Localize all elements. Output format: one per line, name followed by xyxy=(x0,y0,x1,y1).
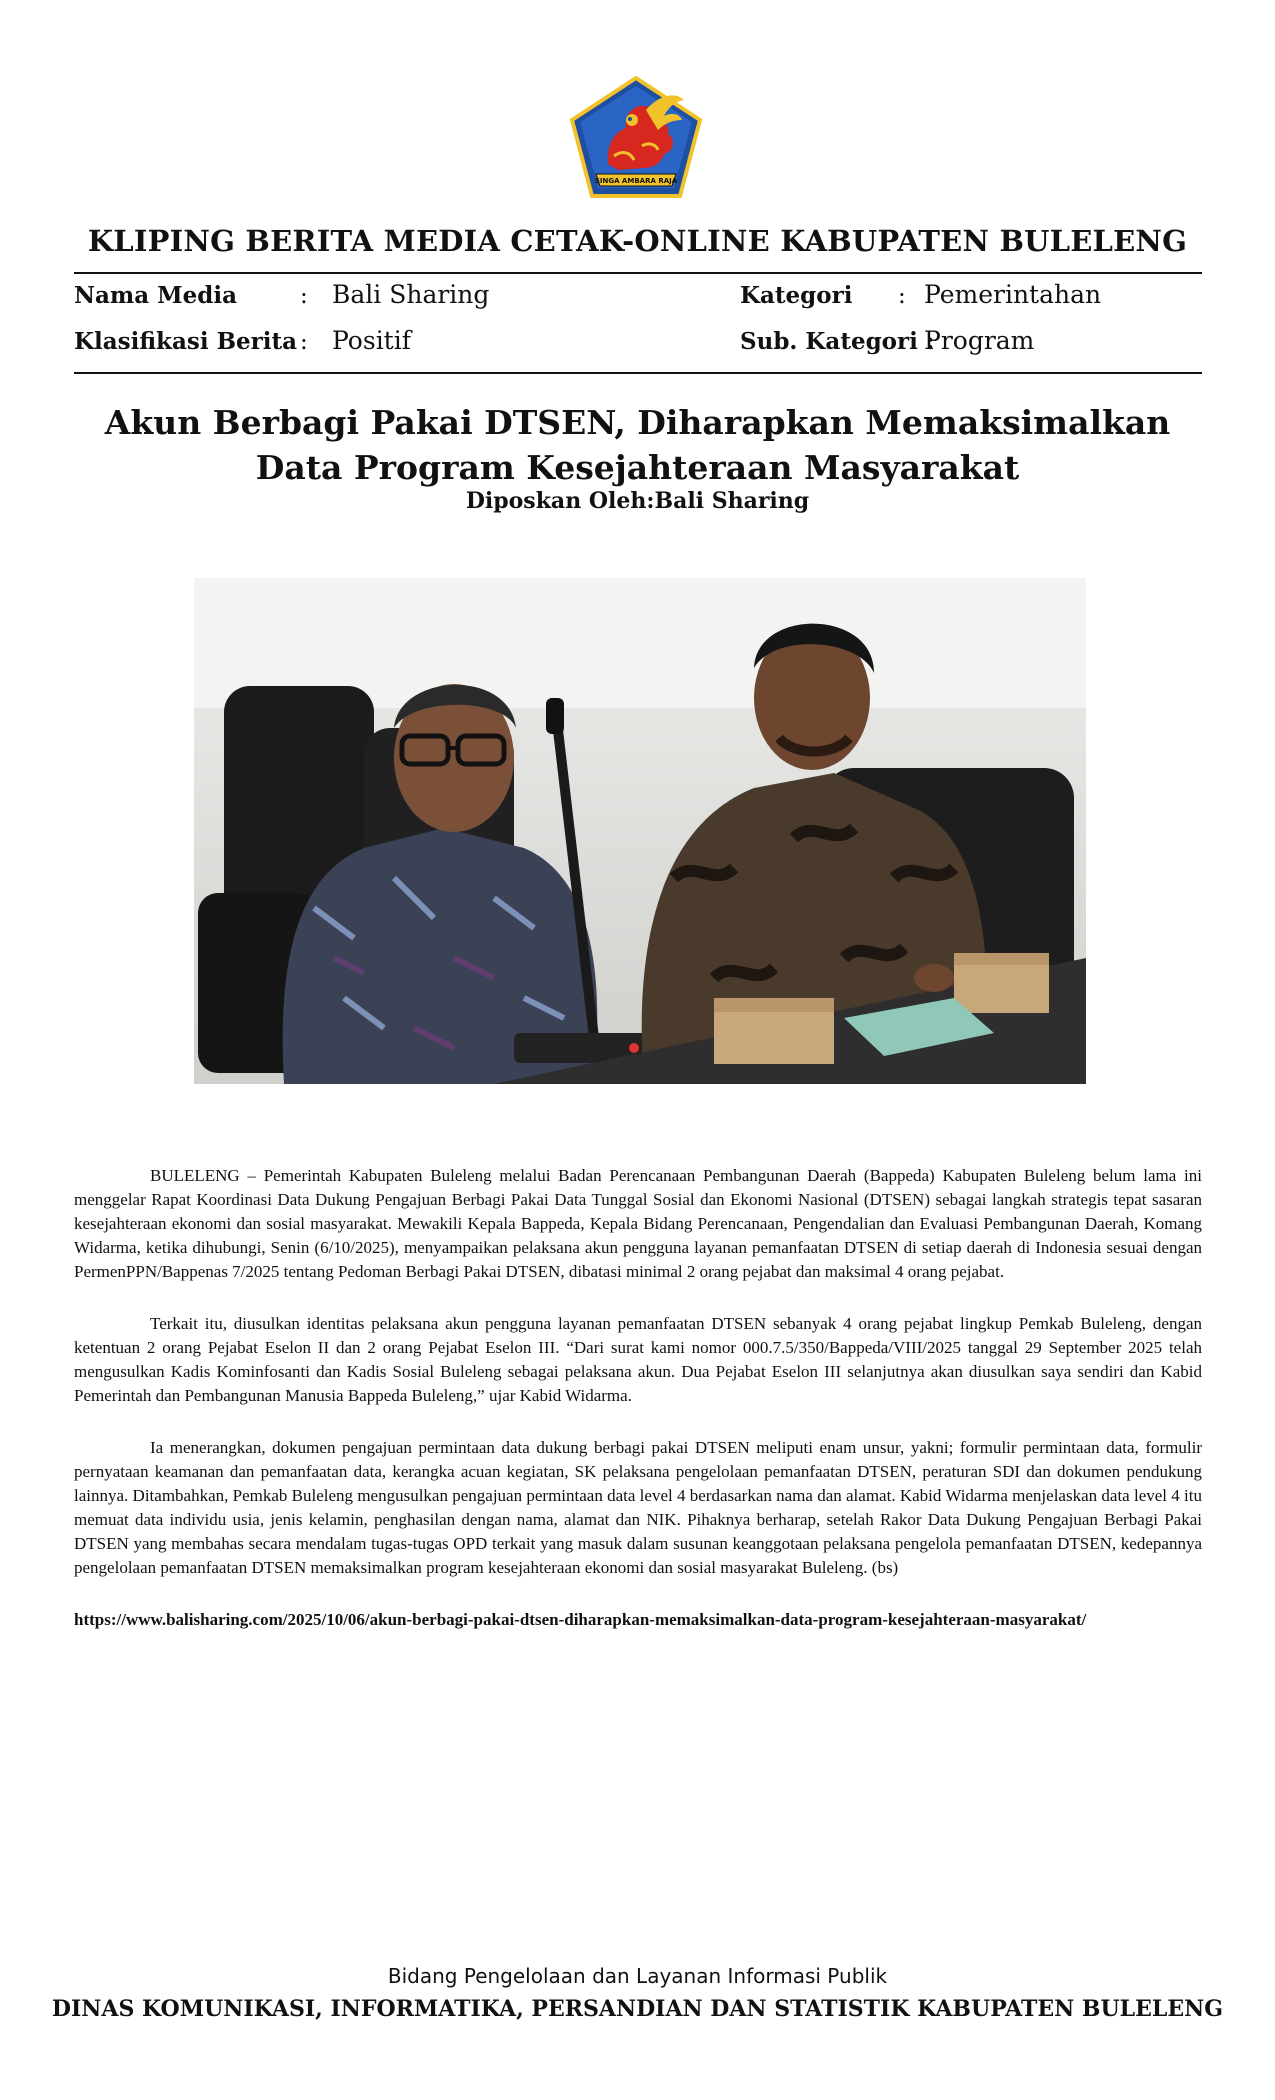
document-title: KLIPING BERITA MEDIA CETAK-ONLINE KABUPATEN BULELENG xyxy=(87,224,1188,258)
nama-media-value: Bali Sharing xyxy=(332,280,490,309)
sub-kategori-value: Program xyxy=(924,326,1035,355)
top-divider xyxy=(74,272,1202,274)
klasifikasi-label: Klasifikasi Berita xyxy=(74,328,298,355)
colon: : xyxy=(898,283,906,309)
article-headline xyxy=(0,400,1275,490)
bottom-divider xyxy=(74,372,1202,374)
article-photo xyxy=(194,578,1086,1084)
article-byline: Diposkan Oleh:Bali Sharing xyxy=(465,488,810,514)
kategori-value: Pemerintahan xyxy=(924,280,1102,309)
footer-department: Bidang Pengelolaan dan Layanan Informasi Publik xyxy=(387,1964,888,1988)
article-paragraph: Ia menerangkan, dokumen pengajuan permintaan data dukung berbagi pakai DTSEN meliputi enam unsur, yakni; formulir permintaan data, formulir pernyataan keamanan dan pemanfaatan data, kerangka acuan kegiatan, SK pelaksana pengelolaan pemanfaatan DTSEN, peraturan SDI dan dokumen pendukung lainnya. Ditambahkan, Pemkab Buleleng mengusulkan pengajuan permintaan data level 4 berdasarkan nama dan alamat. Kabid Widarma menjelaskan data level 4 itu memuat data individu usia, jenis kelamin, penghasilan dengan nama, alamat dan NIK. Pihaknya berharap, setelah Rakor Data Dukung Pengajuan Berbagi Pakai DTSEN yang membahas secara mendalam tugas-tugas OPD terkait yang masuk dalam susunan keanggotaan pelaksana pengelola pemanfaatan DTSEN, kedepannya pengelolaan pemanfaatan DTSEN memaksimalkan program kesejahteraan ekonomi dan sosial masyarakat Buleleng. (bs) xyxy=(74,1438,1202,1577)
article-body xyxy=(74,1164,1202,1660)
logo-banner-text: SINGA AMBARA RAJA xyxy=(594,177,678,185)
headline-line-1: Akun Berbagi Pakai DTSEN, Diharapkan Memaksimalkan xyxy=(104,403,1171,442)
colon: : xyxy=(300,283,308,309)
article-paragraph: BULELENG – Pemerintah Kabupaten Buleleng melalui Badan Perencanaan Pembangunan Daerah (Bappeda) Kabupaten Buleleng belum lama ini menggelar Rapat Koordinasi Data Dukung Pengajuan Berbagi Pakai Data Tunggal Sosial dan Ekonomi Nasional (DTSEN) sebagai langkah strategis tepat sasaran kesejahteraan ekonomi dan sosial masyarakat. Mewakili Kepala Bappeda, Kepala Bidang Perencanaan, Pengendalian dan Evaluasi Pembangunan Daerah, Komang Widarma, ketika dihubungi, Senin (6/10/2025), menyampaikan pelaksana akun pengguna layanan pemanfaatan DTSEN di setiap daerah di Indonesia sesuai dengan PermenPPN/Bappenas 7/2025 tentang Pedoman Berbagi Pakai DTSEN, dibatasi minimal 2 orang pejabat dan maksimal 4 orang pejabat. xyxy=(74,1166,1202,1281)
headline-line-2: Data Program Kesejahteraan Masyarakat xyxy=(255,448,1020,487)
kabupaten-buleleng-logo xyxy=(568,76,704,200)
klasifikasi-value: Positif xyxy=(332,326,411,355)
kategori-label: Kategori xyxy=(740,282,853,309)
nama-media-label: Nama Media xyxy=(74,282,237,309)
footer-agency: DINAS KOMUNIKASI, INFORMATIKA, PERSANDIAN DAN STATISTIK KABUPATEN BULELENG xyxy=(51,1996,1224,2022)
source-url-link[interactable]: https://www.balisharing.com/2025/10/06/akun-berbagi-pakai-dtsen-diharapkan-memaksimalkan-data-program-kesejahteraan-masyarakat/ xyxy=(74,1610,1087,1629)
lion-emblem-icon xyxy=(568,76,704,200)
colon: : xyxy=(300,329,308,355)
sub-kategori-label: Sub. Kategori : xyxy=(740,328,935,355)
article-paragraph: Terkait itu, diusulkan identitas pelaksana akun pengguna layanan pemanfaatan DTSEN sebanyak 4 orang pejabat lingkup Pemkab Buleleng, dengan ketentuan 2 orang Pejabat Eselon II dan 2 orang Pejabat Eselon III. “Dari surat kami nomor 000.7.5/350/Bappeda/VIII/2025 tanggal 29 September 2025 telah mengusulkan Kadis Kominfosanti dan Kadis Sosial Buleleng sebagai pelaksana akun. Dua Pejabat Eselon III selanjutnya akan diusulkan saya sendiri dan Kabid Pemerintah dan Pembangunan Manusia Bappeda Buleleng,” ujar Kabid Widarma. xyxy=(74,1314,1202,1405)
